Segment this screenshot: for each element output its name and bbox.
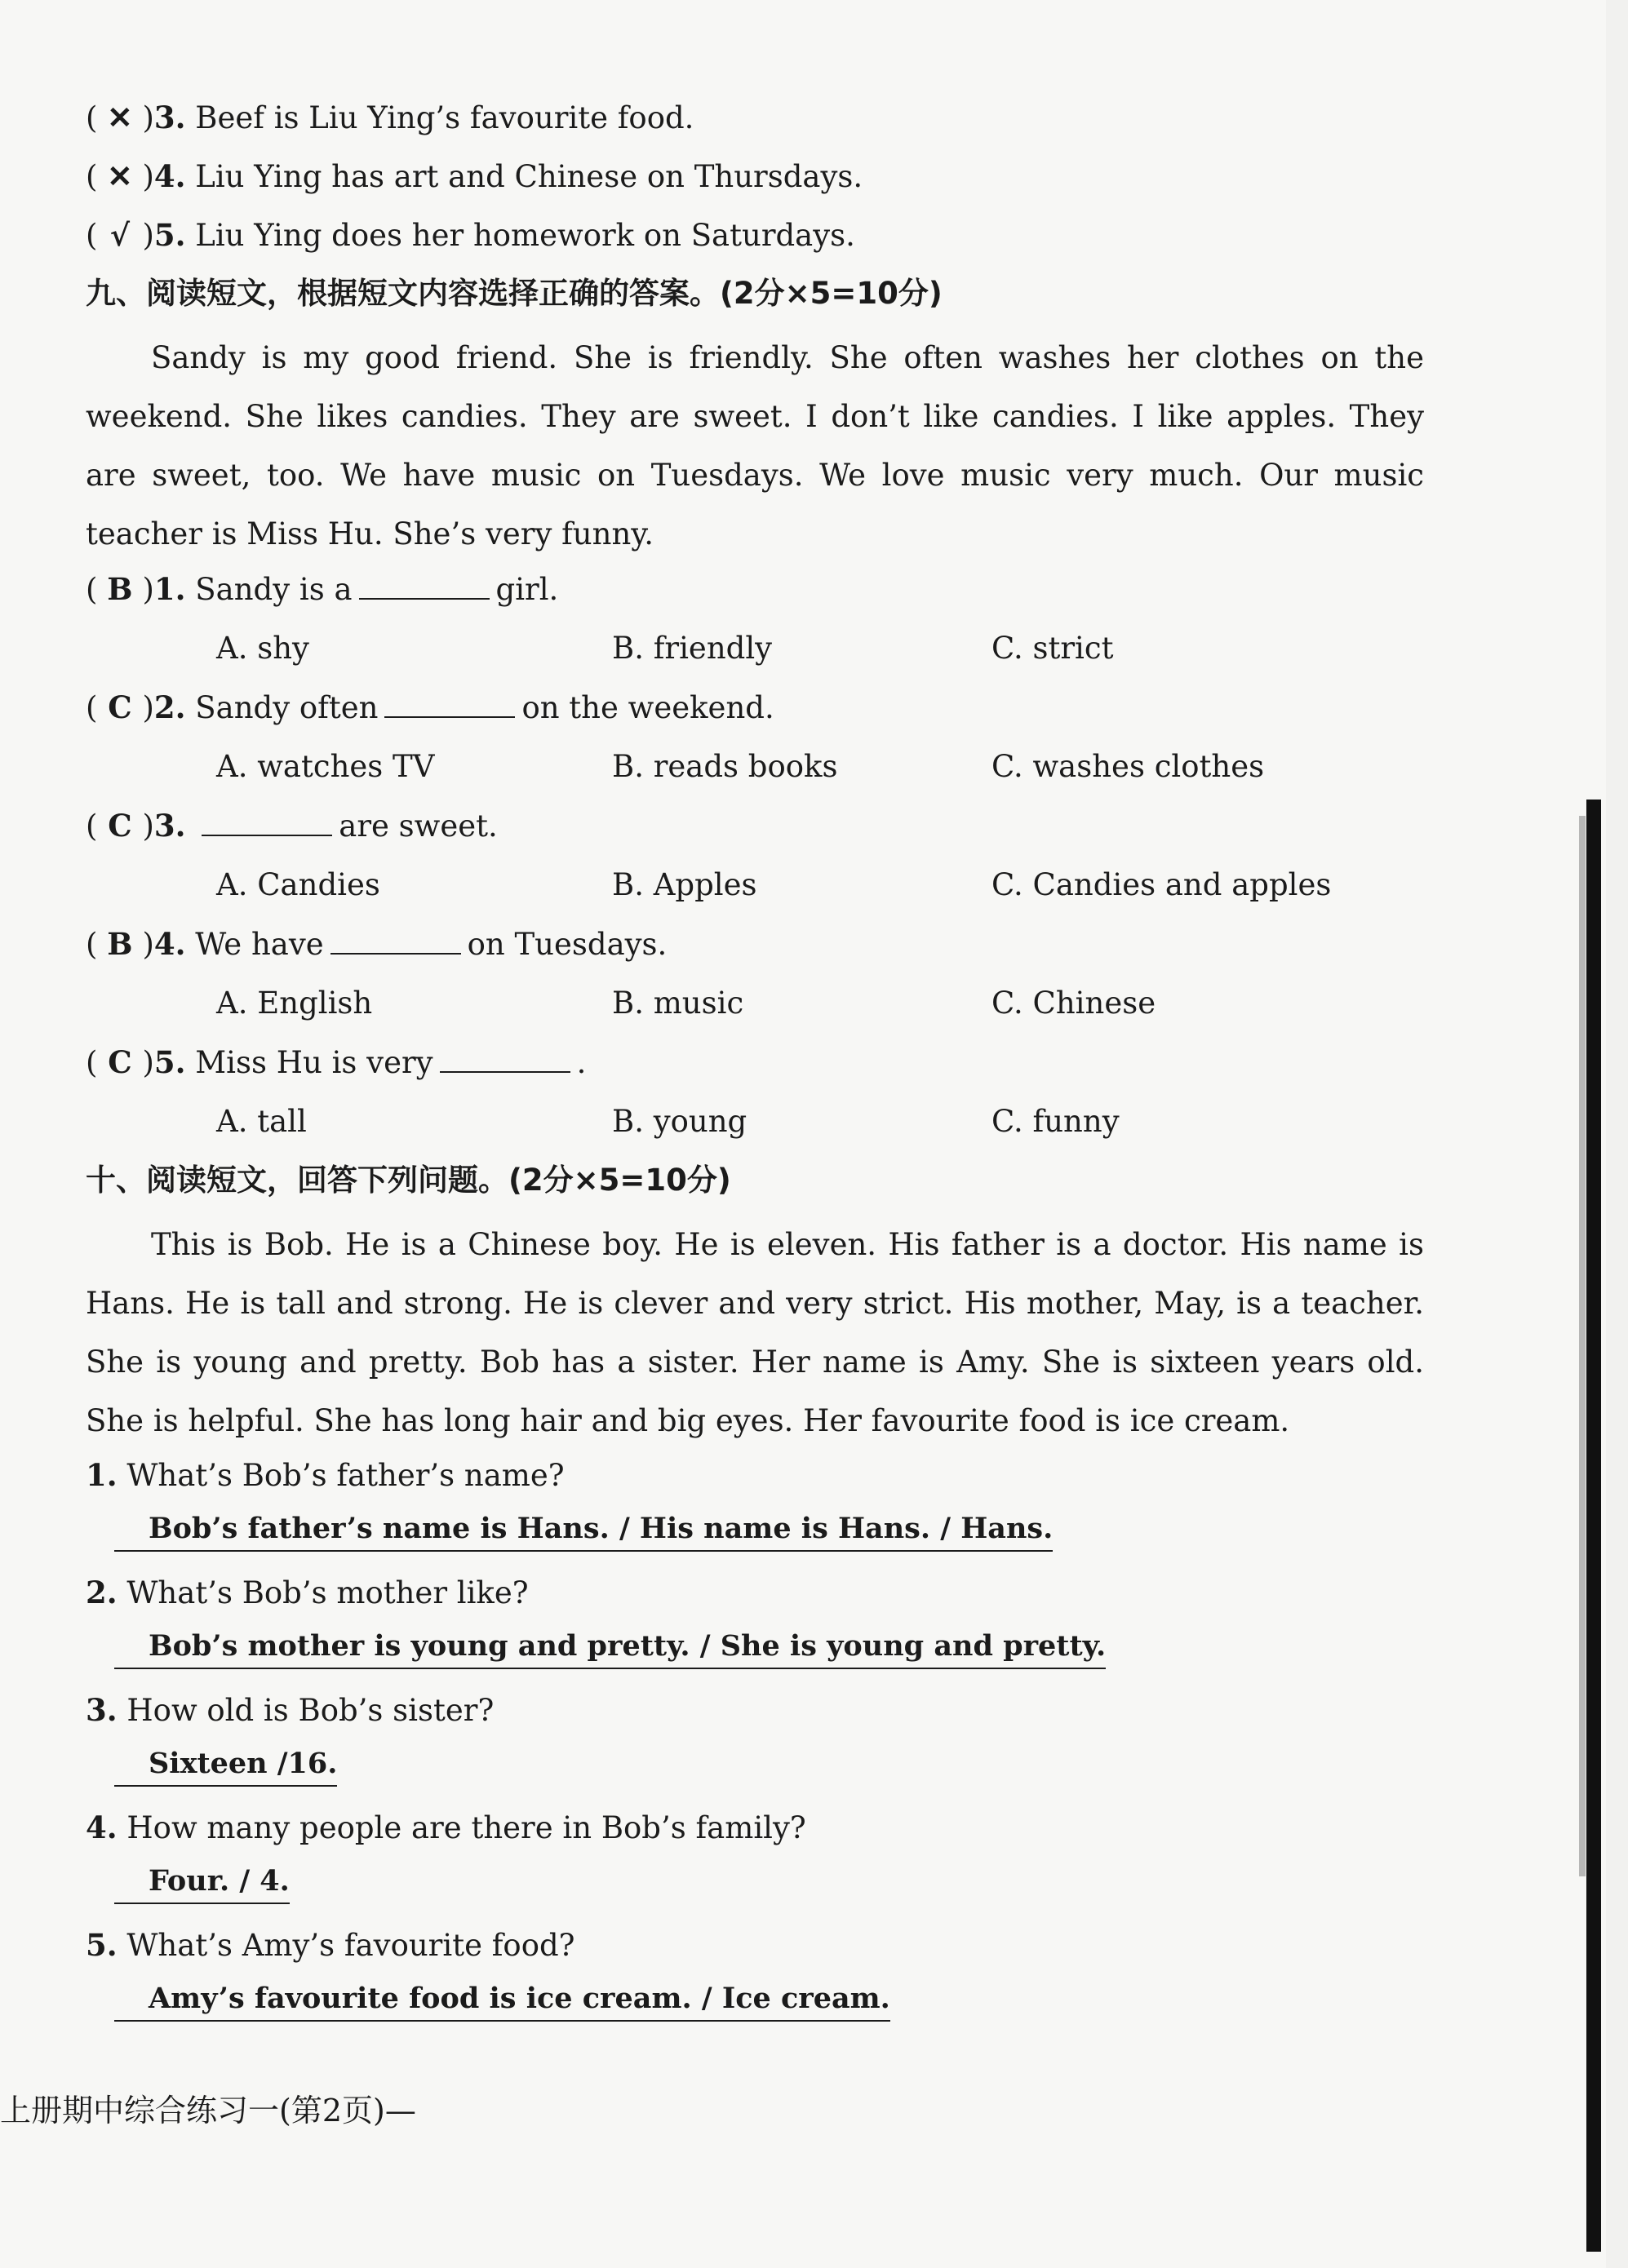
- mc-question: ( B )1. Sandy is a girl.: [86, 571, 559, 607]
- open-question: 5. What’s Amy’s favourite food?: [86, 1927, 575, 1963]
- mc-question: ( C )2. Sandy often on the weekend.: [86, 689, 774, 725]
- mc-question: ( B )4. We have on Tuesdays.: [86, 926, 668, 962]
- page-margin: [1606, 0, 1628, 2268]
- mc-question: ( C )5. Miss Hu is very .: [86, 1044, 587, 1080]
- section-10-passage: This is Bob. He is a Chinese boy. He is eleven. His father is a doctor. His name is Hans. He is tall and strong. He is clever and very strict. His mother, May, is a teacher. She is young and pretty. Bob has a sister. Her name is Amy. She is sixteen years old. She is helpful. She has long hair and big eyes. Her favourite food is ice cream.: [86, 1227, 1424, 1438]
- answer-mark: C: [108, 689, 132, 725]
- option-a: A. English: [216, 986, 373, 1021]
- option-b: B. Apples: [612, 867, 757, 902]
- scan-shadow: [1579, 816, 1586, 1876]
- judge-item: ( √ )5. Liu Ying does her homework on Saturdays.: [86, 217, 855, 253]
- blank: [202, 810, 332, 836]
- open-question: 4. How many people are there in Bob’s family?: [86, 1810, 806, 1845]
- answer-mark: C: [108, 808, 132, 844]
- option-c: C. Chinese: [991, 986, 1156, 1021]
- blank: [384, 692, 515, 718]
- section-9-heading: 九、阅读短文，根据短文内容选择正确的答案。(2分×5=10分): [86, 276, 943, 311]
- answer-mark: B: [107, 926, 133, 962]
- answer-mark: B: [107, 571, 133, 607]
- option-c: C. washes clothes: [991, 749, 1265, 784]
- option-a: A. shy: [216, 631, 309, 666]
- option-c: C. funny: [991, 1104, 1120, 1139]
- statement: Beef is Liu Ying’s favourite food.: [195, 100, 694, 135]
- answer-mark: ✕: [107, 158, 133, 194]
- statement: Liu Ying does her homework on Saturdays.: [195, 218, 855, 253]
- section-10-heading: 十、阅读短文，回答下列问题。(2分×5=10分): [86, 1163, 731, 1198]
- answer-mark: ✕: [107, 100, 133, 135]
- option-c: C. Candies and apples: [991, 867, 1332, 902]
- mc-question: ( C )3. are sweet.: [86, 808, 498, 844]
- judge-item: ( ✕ )4. Liu Ying has art and Chinese on Thursdays.: [86, 158, 863, 194]
- option-c: C. strict: [991, 631, 1114, 666]
- option-b: B. reads books: [612, 749, 838, 784]
- answer-line: Amy’s favourite food is ice cream. / Ice cream.: [114, 1981, 890, 2022]
- statement: Liu Ying has art and Chinese on Thursdays.: [195, 159, 863, 194]
- option-a: A. tall: [216, 1104, 307, 1139]
- blank: [440, 1047, 570, 1073]
- answer-mark: √: [109, 217, 131, 253]
- open-question: 2. What’s Bob’s mother like?: [86, 1575, 529, 1610]
- option-a: A. Candies: [216, 867, 380, 902]
- answer-line: Bob’s mother is young and pretty. / She is young and pretty.: [114, 1628, 1106, 1669]
- answer-mark: C: [108, 1044, 132, 1080]
- judge-item: ( ✕ )3. Beef is Liu Ying’s favourite food.: [86, 100, 694, 135]
- answer-line: Four. / 4.: [114, 1863, 290, 1904]
- answer-line: Sixteen /16.: [114, 1746, 337, 1787]
- open-question: 3. How old is Bob’s sister?: [86, 1692, 495, 1728]
- page-footer: 上册期中综合练习一(第2页)—: [0, 2093, 416, 2128]
- option-b: B. music: [612, 986, 744, 1021]
- option-b: B. friendly: [612, 631, 773, 666]
- blank: [359, 574, 490, 600]
- option-a: A. watches TV: [216, 749, 435, 784]
- scan-edge: [1586, 800, 1601, 2252]
- blank: [330, 928, 461, 955]
- answer-line: Bob’s father’s name is Hans. / His name is Hans. / Hans.: [114, 1511, 1053, 1552]
- open-question: 1. What’s Bob’s father’s name?: [86, 1457, 565, 1493]
- option-b: B. young: [612, 1104, 747, 1139]
- section-9-passage: Sandy is my good friend. She is friendly. She often washes her clothes on the weekend. She likes candies. They are sweet. I don’t like candies. I like apples. They are sweet, too. We have music on Tuesdays. We love music very much. Our music teacher is Miss Hu. She’s very funny.: [86, 340, 1424, 551]
